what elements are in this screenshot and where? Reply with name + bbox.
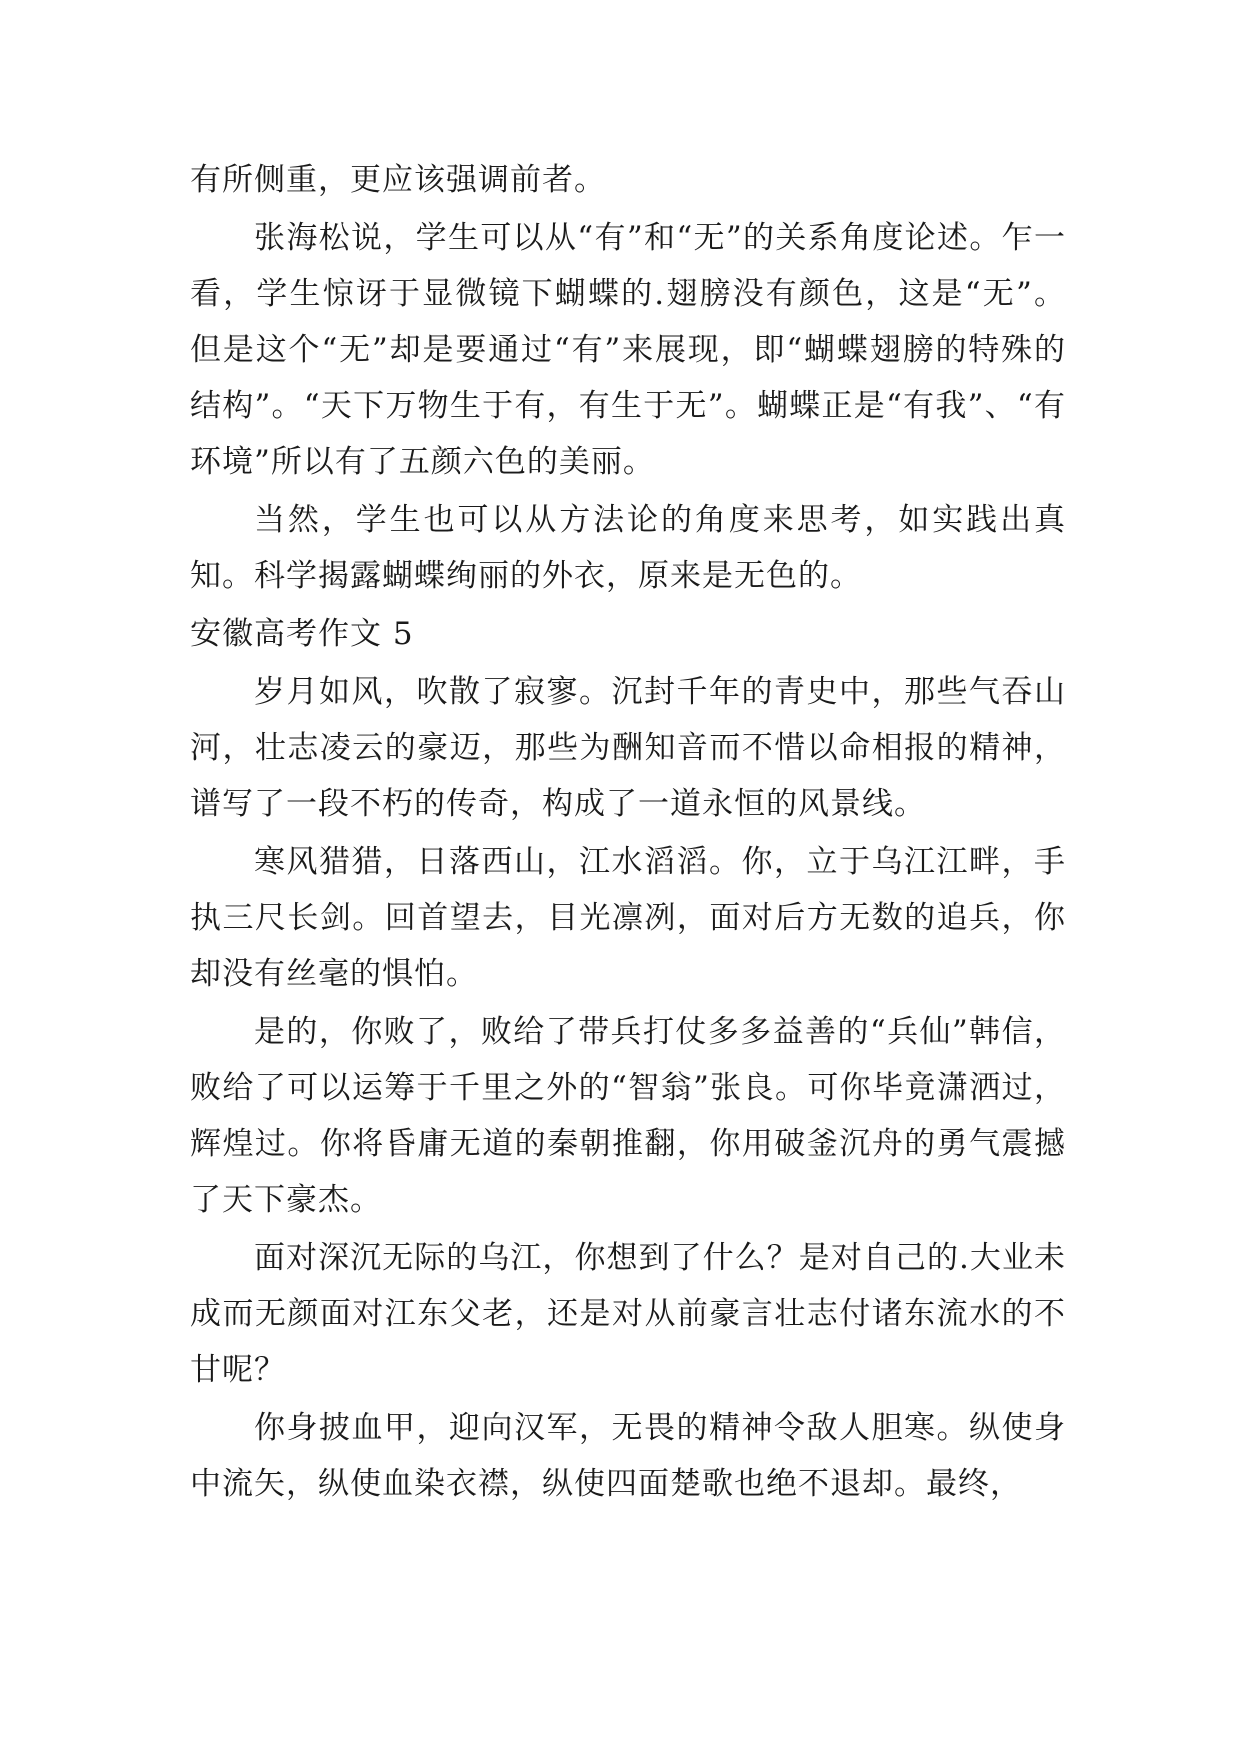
paragraph-continuation: 有所侧重，更应该强调前者。 — [190, 162, 606, 198]
paragraph-cold-wind: 寒风猎猎，日落西山，江水滔滔。你，立于乌江江畔，手执三尺长剑。回首望去，目光凛冽，面对后方无数的追兵，你却没有丝毫的惧怕。 — [190, 844, 1066, 992]
document-body — [190, 152, 1066, 1514]
paragraph-methodology: 当然，学生也可以从方法论的角度来思考，如实践出真知。科学揭露蝴蝶绚丽的外衣，原来是无色的。 — [190, 502, 1066, 594]
paragraph-blood-armor: 你身披血甲，迎向汉军，无畏的精神令敌人胆寒。纵使身中流矢，纵使血染衣襟，纵使四面楚歌也绝不退却。最终， — [190, 1410, 1066, 1502]
paragraph-zhang-haisong: 张海松说，学生可以从“有”和“无”的关系角度论述。乍一看，学生惊讶于显微镜下蝴蝶的.翅膀没有颜色，这是“无”。但是这个“无”却是要通过“有”来展现，即“蝴蝶翅膀的特殊的结构”。“天下万物生于有，有生于无”。蝴蝶正是“有我”、“有环境”所以有了五颜六色的美丽。 — [190, 220, 1066, 480]
paragraph-defeat: 是的，你败了，败给了带兵打仗多多益善的“兵仙”韩信，败给了可以运筹于千里之外的“智翁”张良。可你毕竟潇洒过，辉煌过。你将昏庸无道的秦朝推翻，你用破釜沉舟的勇气震撼了天下豪杰。 — [190, 1014, 1066, 1218]
paragraph-wujiang: 面对深沉无际的乌江，你想到了什么？是对自己的.大业未成而无颜面对江东父老，还是对从前豪言壮志付诸东流水的不甘呢？ — [190, 1240, 1066, 1388]
essay-heading: 安徽高考作文 5 — [190, 616, 414, 652]
paragraph-years-like-wind: 岁月如风，吹散了寂寥。沉封千年的青史中，那些气吞山河，壮志凌云的豪迈，那些为酬知音而不惜以命相报的精神，谱写了一段不朽的传奇，构成了一道永恒的风景线。 — [190, 674, 1066, 822]
